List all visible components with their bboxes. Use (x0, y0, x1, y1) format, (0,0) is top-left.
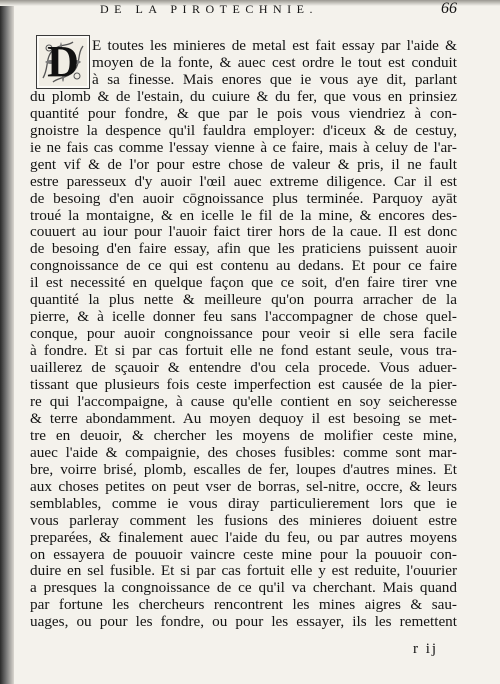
initial-letter: D (47, 37, 79, 86)
text-line: troué la montaigne, & en icelle le fil de la mine, & encores des- (30, 206, 457, 224)
text-line: à sa finesse. Mais enores que ie vous aye dit, parlant (92, 70, 457, 88)
running-head: DE LA PIROTECHNIE. (100, 2, 318, 16)
text-line: auec l'aide & compaignie, des choses fusibles: comme sont mar- (30, 443, 457, 461)
page-number: 66 (441, 0, 457, 17)
text-line: bre, voirre brisé, plomb, escalles de fer, loupes d'autres mines. Et (30, 460, 457, 478)
gutter-shadow (0, 0, 14, 684)
text-line: tissant que plusieurs fois ceste imperfection est causée de la pier- (30, 376, 457, 393)
text-line: on essayera de pouuoir vaincre ceste mine pour la pouuoir con- (30, 545, 457, 563)
text-line: il est necessité en quelque façon que ce soit, d'en faire tirer vne (30, 274, 457, 292)
text-line: par fortune les chercheurs rencontrent les mines aigres & sau- (30, 596, 457, 614)
text-line: couuert au iour pour l'auoir faict tirer hors de la caue. Il est donc (30, 223, 457, 241)
text-line: uages, ou pour les fondre, ou pour les essayer, ils les remettent (30, 613, 457, 631)
text-line: tre en deuoir, & chercher les moyens de molifier ceste mine, (30, 426, 457, 444)
signature-mark: r ij (413, 641, 439, 657)
text-line: pierre, & à icelle donner feu sans l'accompagner de chose quel- (30, 308, 457, 326)
text-line: gnoistre la despence qu'il fauldra employer: d'iceux & de cestuy, (30, 121, 457, 139)
text-line: de besoing d'en auoir cōgnoissance plus terminée. Parquoy ayāt (30, 189, 457, 207)
text-line: à fondre. Et si par cas fortuit elle ne fond estant seule, vous tra- (30, 342, 457, 360)
text-line: conque, pour auoir congnoissance pour veoir si elle sera facile (30, 325, 457, 343)
text-line: quantité la plus nette & meilleure qu'on pourra arracher de la (30, 291, 457, 309)
text-line: & terre abondamment. Au moyen dequoy il est besoing se met- (30, 409, 457, 427)
text-line: preparées, & finalement auec l'aide du feu, ou par autres moyens (30, 528, 457, 546)
text-line: vous parleray comment les fusions des minieres doiuent estre (30, 511, 457, 529)
text-line: de besoing d'en faire essay, afin que les praticiens puissent auoir (30, 240, 457, 258)
text-line: du plomb & de l'estain, du cuiure & du fer, que vous en prinsiez (30, 87, 457, 105)
text-line: uaillerez de sçauoir & entendre d'ou cela procede. Vous aduer- (30, 359, 457, 377)
text-line: quantité pour fondre, & que par le pois vous viendriez à con- (30, 104, 457, 122)
text-line: re qui l'accompaigne, à cause qu'elle contient en soy seicheresse (30, 392, 457, 410)
text-line: E toutes les minieres de metal est fait essay par l'aide & (92, 37, 457, 54)
text-line: estre paresseux d'y auoir l'œil auec extreme diligence. Car il est (30, 172, 457, 190)
text-line: gent vif & de l'or pour estre chose de valeur & pris, il ne fault (30, 155, 457, 173)
text-line: duire en sel fusible. Et si par cas fortuit elle y est reduite, l'ouurier (30, 562, 457, 580)
text-line: moyen de la fonte, & auec cest ordre le tout est conduit (92, 53, 457, 71)
text-line: congnoissance de ce qui est contenu au dedans. Et pour ce faire (30, 257, 457, 275)
text-line: aux choses petites on peut vser de borras, sel-nitre, occre, & leurs (30, 477, 457, 495)
text-line: ie ne fais cas comme l'essay vienne à ce faire, mais à celuy de l'ar- (30, 138, 457, 156)
text-line: a presques la congnoissance de ce qu'il va cherchant. Mais quand (30, 579, 457, 597)
text-line: semblables, comme ie vous diray particulierement lors que ie (30, 494, 457, 512)
decorated-initial (36, 35, 90, 89)
